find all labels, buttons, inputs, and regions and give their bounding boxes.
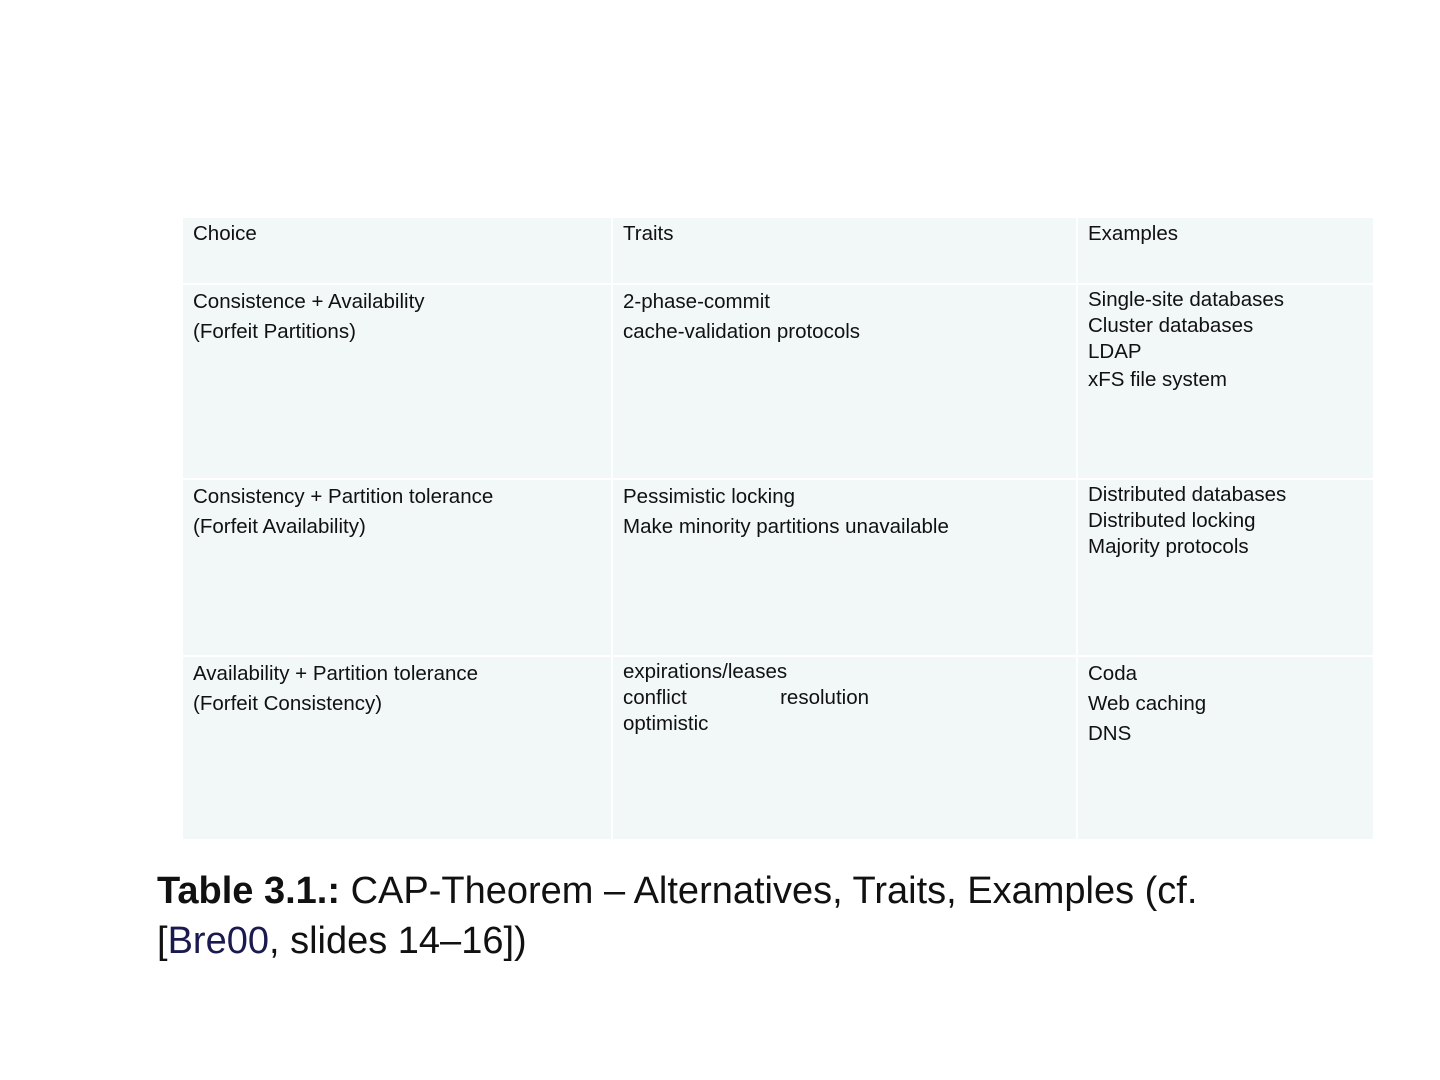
example-item: Distributed databases [1088,483,1287,506]
example-item: Single-site databases [1088,288,1285,311]
trait-item: Make minority partitions unavailable [623,515,949,538]
trait-item: 2-phase-commit [623,290,770,313]
example-item: xFS file system [1088,368,1227,391]
choice-text: Availability + Partition tolerance [193,662,479,685]
trait-item: Pessimistic locking [623,485,796,508]
example-item: Cluster databases [1088,314,1254,337]
example-item: LDAP [1088,340,1142,363]
choice-forfeit: (Forfeit Availability) [193,515,366,538]
cell-traits [612,656,1077,840]
citation-link[interactable]: Bre00 [167,920,269,962]
cell-examples [1077,284,1374,479]
caption-label: Table 3.1.: [157,870,341,912]
cell-traits [612,479,1077,656]
example-item: DNS [1088,722,1132,745]
table-header-row [182,217,1374,284]
cell-choice [182,284,612,479]
caption-open-bracket: [ [157,920,168,962]
table-row [182,284,1374,479]
choice-text: Consistency + Partition tolerance [193,485,494,508]
trait-item: cache-validation protocols [623,320,861,343]
caption-text: CAP-Theorem – Alternatives, Traits, Examples (cf. [340,870,1198,912]
choice-forfeit: (Forfeit Consistency) [193,692,383,715]
example-item: Web caching [1088,692,1207,715]
trait-item: conflict resolution [623,686,869,709]
trait-item: expirations/leases [623,660,788,683]
example-item: Majority protocols [1088,535,1249,558]
table-caption [157,866,1297,966]
trait-item: optimistic [623,712,709,735]
example-item: Coda [1088,662,1138,685]
table-row [182,479,1374,656]
choice-text: Consistence + Availability [193,290,425,313]
header-choice: Choice [182,217,612,284]
choice-forfeit: (Forfeit Partitions) [193,320,356,343]
cell-traits [612,284,1077,479]
caption-rest: , slides 14–16]) [268,920,527,962]
cell-choice [182,656,612,840]
table-row [182,656,1374,840]
cap-theorem-table [181,216,1375,841]
example-item: Distributed locking [1088,509,1256,532]
cell-examples [1077,656,1374,840]
cell-choice [182,479,612,656]
cell-examples [1077,479,1374,656]
header-examples: Examples [1077,217,1374,284]
header-traits: Traits [612,217,1077,284]
